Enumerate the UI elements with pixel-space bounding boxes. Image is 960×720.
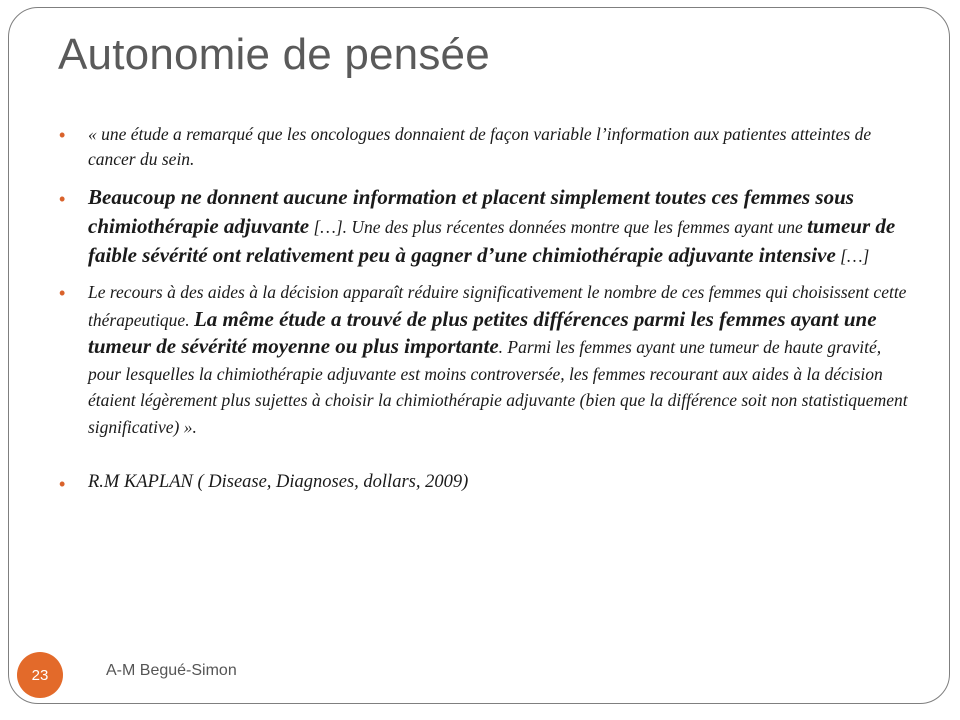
bullet-dot-icon: •: [59, 283, 66, 303]
slide-title: Autonomie de pensée: [58, 30, 490, 79]
bullet-3-text: Le recours à des aides à la décision apparaît réduire significativement le nombre de ces femmes qui choisissent cette thérapeutique.: [88, 282, 907, 330]
bullet-2-bold-text: Beaucoup ne donnent aucune information et placent simplement toutes ces femmes sous chimiothérapie adjuvante: [88, 185, 854, 238]
bullet-dot-icon: •: [59, 189, 66, 209]
bullet-1-text: « une étude a remarqué que les oncologues donnaient de façon variable l’information aux patientes atteintes de cancer du sein.: [88, 124, 872, 169]
bullet-item-1: [58, 122, 908, 172]
bullet-dot-icon: •: [59, 125, 66, 145]
bullet-item-3: [58, 280, 908, 441]
bullet-item-2: [58, 184, 908, 271]
bullet-3-text-2: . Parmi les femmes ayant une tumeur de haute gravité, pour lesquelles la chimiothérapie adjuvante est moins controversée, les femmes recourant aux aides à la décision étaient légèrement plus sujettes à choisir la chimiothérapie adjuvante (bien que la différence soit non statistiquement significative) ».: [88, 337, 908, 437]
bullet-2-bold-text-2: tumeur de faible sévérité ont relativement peu à gagner d’une chimiothérapie adjuvante intensive: [88, 214, 896, 267]
citation-text: R.M KAPLAN ( Disease, Diagnoses, dollars, 2009): [88, 472, 469, 492]
bullet-2-text: […]. Une des plus récentes données montre que les femmes ayant une: [309, 217, 808, 237]
bullet-dot-icon: •: [59, 474, 66, 494]
bullet-item-4: [58, 469, 908, 495]
bullet-3-bold-text: La même étude a trouvé de plus petites différences parmi les femmes ayant une tumeur de sévérité moyenne ou plus importante: [88, 306, 877, 358]
page-number-badge: 23: [17, 652, 63, 698]
bullet-2-text-2: […]: [835, 246, 870, 266]
slide-body: [58, 122, 908, 495]
footer-author: A-M Begué-Simon: [106, 662, 237, 679]
